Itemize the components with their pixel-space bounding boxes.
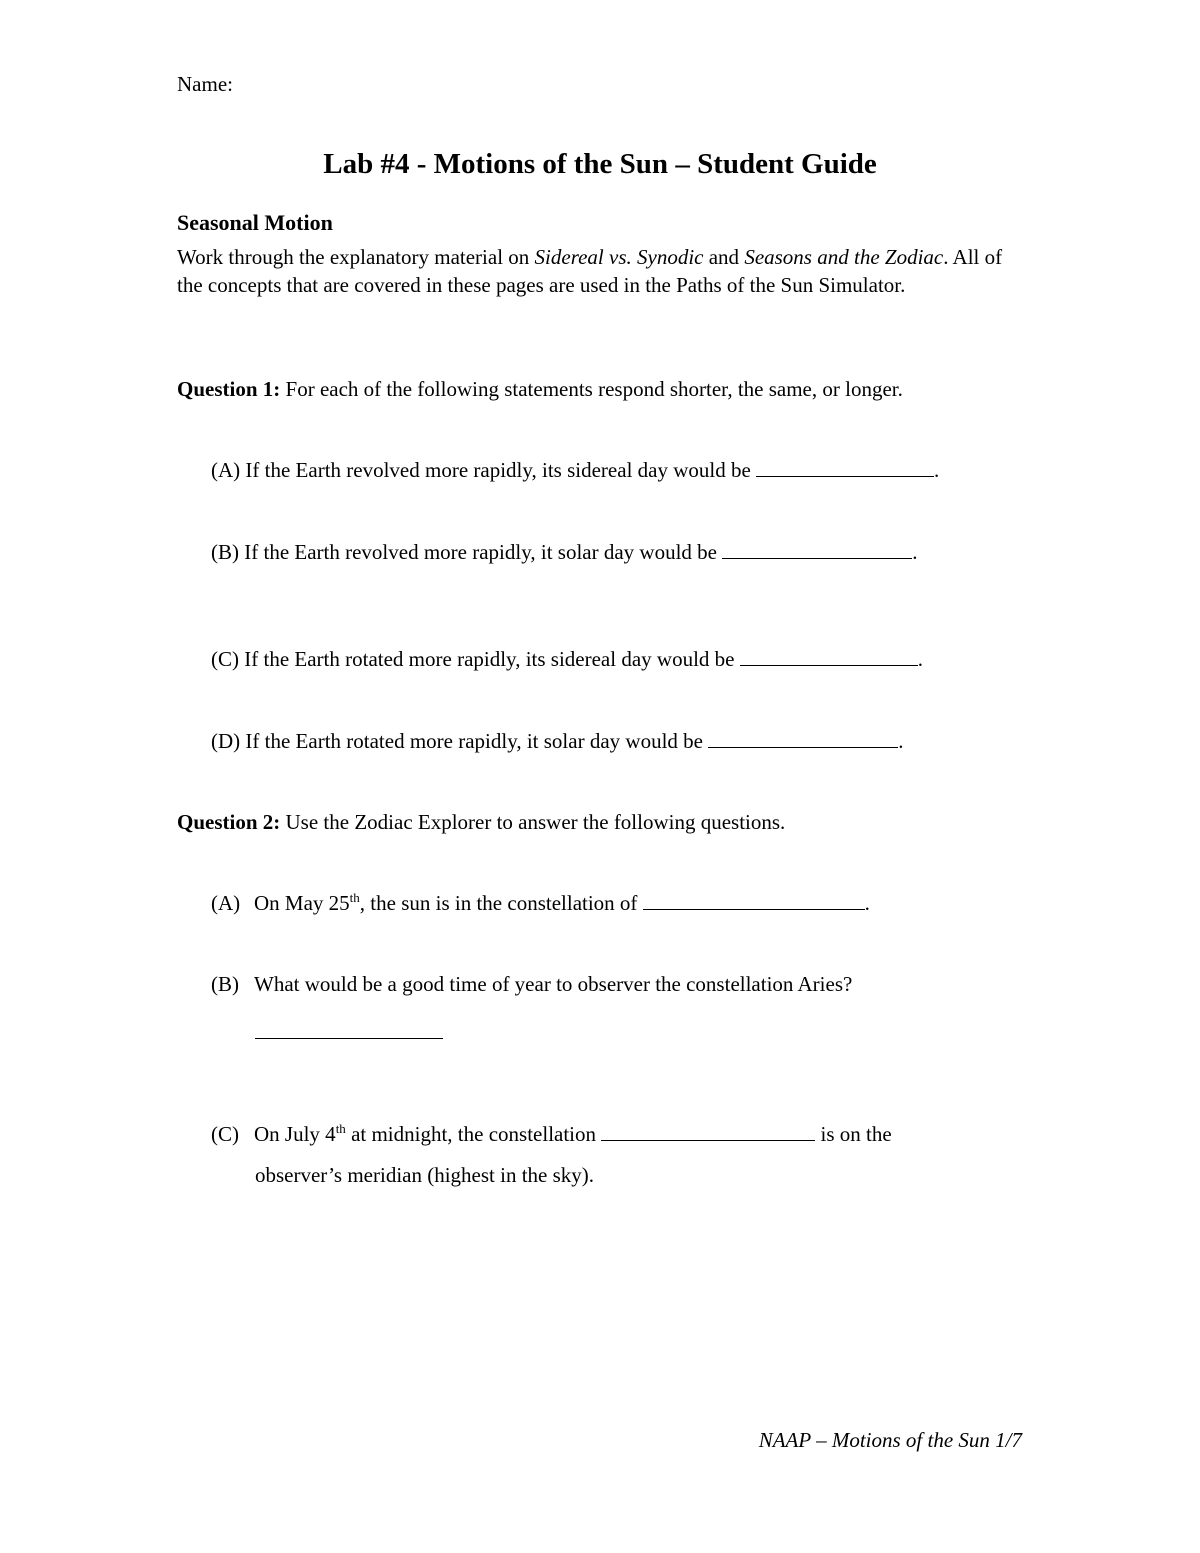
item-superscript: th	[335, 1121, 346, 1136]
item-letter: (D)	[211, 729, 241, 753]
answer-blank-2c[interactable]	[601, 1122, 815, 1141]
question-1-heading	[177, 377, 903, 402]
question-2-heading	[177, 810, 785, 835]
item-text: What would be a good time of year to observer the constellation Aries?	[254, 972, 853, 996]
name-label: Name:	[177, 72, 233, 96]
intro-suffix: . All of the concepts that are covered in these pages are used in the Paths of the Sun Simulator.	[177, 245, 1003, 297]
item-text-before: On May 25	[254, 891, 350, 915]
question-2-item-c-line2: observer’s meridian (highest in the sky).	[255, 1163, 595, 1187]
question-2-prompt: Use the Zodiac Explorer to answer the following questions.	[285, 810, 786, 834]
answer-blank-2a[interactable]	[643, 891, 865, 910]
intro-paragraph	[177, 243, 1007, 299]
intro-em-seasons: Seasons and the Zodiac	[744, 245, 944, 269]
question-2-item-b	[211, 972, 852, 997]
item-text: If the Earth revolved more rapidly, it solar day would be	[244, 540, 717, 564]
item-letter: (B)	[211, 972, 239, 996]
item-text-after: , the sun is in the constellation of	[359, 891, 638, 915]
item-period: .	[898, 729, 904, 753]
item-letter: (C)	[211, 647, 239, 671]
item-letter: (A)	[211, 891, 241, 915]
answer-blank-1a[interactable]	[756, 458, 934, 477]
question-1-item-a	[211, 458, 939, 483]
item-text-mid: at midnight, the constellation	[345, 1122, 597, 1146]
question-1-label: Question 1:	[177, 377, 281, 401]
item-period: .	[912, 540, 918, 564]
item-text-before: On July 4	[254, 1122, 336, 1146]
question-1-item-c	[211, 647, 923, 672]
question-2-item-c	[211, 1122, 892, 1147]
item-period: .	[917, 647, 923, 671]
intro-em-sidereal: Sidereal vs. Synodic	[534, 245, 704, 269]
item-text: If the Earth rotated more rapidly, it solar day would be	[245, 729, 703, 753]
question-1-item-b	[211, 540, 918, 565]
answer-blank-1b[interactable]	[722, 540, 912, 559]
item-superscript: th	[349, 890, 360, 905]
item-period: .	[934, 458, 940, 482]
item-letter: (C)	[211, 1122, 239, 1146]
question-2-item-a	[211, 891, 870, 916]
item-text: If the Earth revolved more rapidly, its sidereal day would be	[245, 458, 751, 482]
question-2-label: Question 2:	[177, 810, 281, 834]
answer-blank-1c[interactable]	[740, 647, 918, 666]
item-letter: (A)	[211, 458, 241, 482]
question-1-prompt: For each of the following statements respond shorter, the same, or longer.	[285, 377, 903, 401]
item-period: .	[864, 891, 870, 915]
answer-blank-1d[interactable]	[708, 729, 898, 748]
item-text-after: is on the	[820, 1122, 892, 1146]
item-text: If the Earth rotated more rapidly, its sidereal day would be	[244, 647, 735, 671]
answer-blank-2b[interactable]	[255, 1020, 443, 1039]
page-footer: NAAP – Motions of the Sun 1/7	[758, 1428, 1022, 1452]
intro-mid: and	[703, 245, 745, 269]
intro-prefix: Work through the explanatory material on	[177, 245, 535, 269]
item-letter: (B)	[211, 540, 239, 564]
question-1-item-d	[211, 729, 903, 754]
section-heading: Seasonal Motion	[177, 210, 333, 235]
page-title: Lab #4 - Motions of the Sun – Student Guide	[323, 148, 877, 180]
